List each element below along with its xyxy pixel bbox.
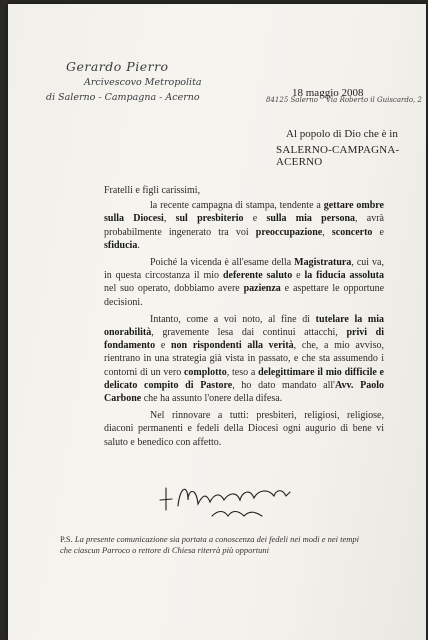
bold-phrase: preoccupazione — [255, 226, 323, 238]
handwritten-signature — [158, 466, 308, 524]
paragraph-4 — [104, 409, 384, 449]
bold-phrase: deferente saluto — [222, 270, 293, 282]
text-run: e — [155, 340, 171, 352]
paragraph-1 — [104, 199, 384, 252]
bold-phrase: pazienza — [243, 283, 281, 295]
text-run: , gravemente lesa dai continui attacchi, — [151, 327, 347, 339]
bold-phrase: tutelare la mia onorabilità — [104, 313, 384, 339]
bold-phrase: sulla mia persona — [266, 213, 356, 225]
text-run: , — [163, 213, 176, 225]
text-run: , cui va, in questa circostanza il mio — [104, 257, 384, 282]
letter-sheet — [8, 4, 426, 640]
letter-date: 18 maggio 2008 — [292, 87, 364, 99]
paragraph-2 — [104, 256, 384, 309]
bold-phrase: non rispondenti alla verità — [170, 340, 294, 352]
letter-body — [104, 184, 384, 453]
recipient-line-1: Al popolo di Dio che è in — [286, 128, 398, 140]
letterhead-title: Arcivescovo Metropolita — [84, 77, 202, 88]
text-run: , — [322, 226, 332, 238]
text-run: e aspettare le opportune decisioni. — [104, 283, 385, 308]
text-run: nel suo operato, dobbiamo avere — [104, 283, 244, 295]
bold-phrase: sfiducia — [104, 239, 138, 251]
text-run: che ha assunto l'onere della difesa. — [141, 393, 283, 405]
bold-phrase: delegittimare il mio difficile e delicato compito di Pastore — [104, 366, 384, 391]
postscript-label: P.S. — [60, 534, 73, 544]
postscript-text: La presente comunicazione sia portata a conoscenza dei fedeli nei modi e nei tempi che ciascun Parroco o rettore di Chiesa riterrà più opportuni — [60, 534, 360, 555]
bold-phrase: gettare ombre sulla Diocesi — [104, 200, 384, 225]
text-run: , ho dato mandato all' — [232, 379, 335, 391]
text-run: e — [292, 270, 305, 282]
bold-phrase: Avv. Paolo Carbone — [104, 379, 384, 405]
text-run: e — [243, 213, 267, 225]
letterhead-diocese: di Salerno - Campagna - Acerno — [46, 92, 200, 103]
text-run: , che, a mio avviso, rientrano in una strategia già vista in passato, e che sta assumendo i contorni di un vero — [104, 340, 384, 378]
bold-phrase: privi di fondamento — [104, 327, 384, 352]
recipient-line-2: SALERNO-CAMPAGNA-ACERNO — [276, 144, 400, 168]
letterhead-postcode-city: 84125 Salerno — [266, 96, 318, 104]
postscript — [60, 534, 370, 556]
text-run: Poiché la vicenda è all'esame della — [150, 257, 295, 269]
paragraph-3 — [104, 313, 384, 405]
bold-phrase: complotto — [183, 366, 227, 378]
text-run: . — [137, 239, 140, 251]
bold-phrase: sul presbiterio — [175, 213, 244, 225]
bold-phrase: sconcerto — [331, 226, 373, 238]
bold-phrase: la fiducia assoluta — [304, 270, 384, 282]
text-run: Nel rinnovare a tutti: presbiteri, religiosi, religiose, diaconi permanenti e fedeli della Diocesi ogni augurio di bene vi saluto e benedico con affetto. — [104, 410, 384, 448]
bold-phrase: Magistratura — [294, 257, 352, 269]
greeting: Fratelli e figli carissimi, — [104, 185, 201, 196]
text-run: , teso a — [226, 366, 259, 378]
letterhead-street: Via Roberto il Guiscardo, 2 — [326, 96, 422, 104]
text-run: Intanto, come a voi noto, al fine di — [150, 313, 316, 325]
text-run: la recente campagna di stampa, tendente a — [150, 200, 324, 212]
text-run: e — [372, 226, 384, 238]
text-run: , avrà probabilmente ingenerato tra voi — [104, 213, 384, 238]
letterhead-name: Gerardo Pierro — [66, 59, 169, 74]
